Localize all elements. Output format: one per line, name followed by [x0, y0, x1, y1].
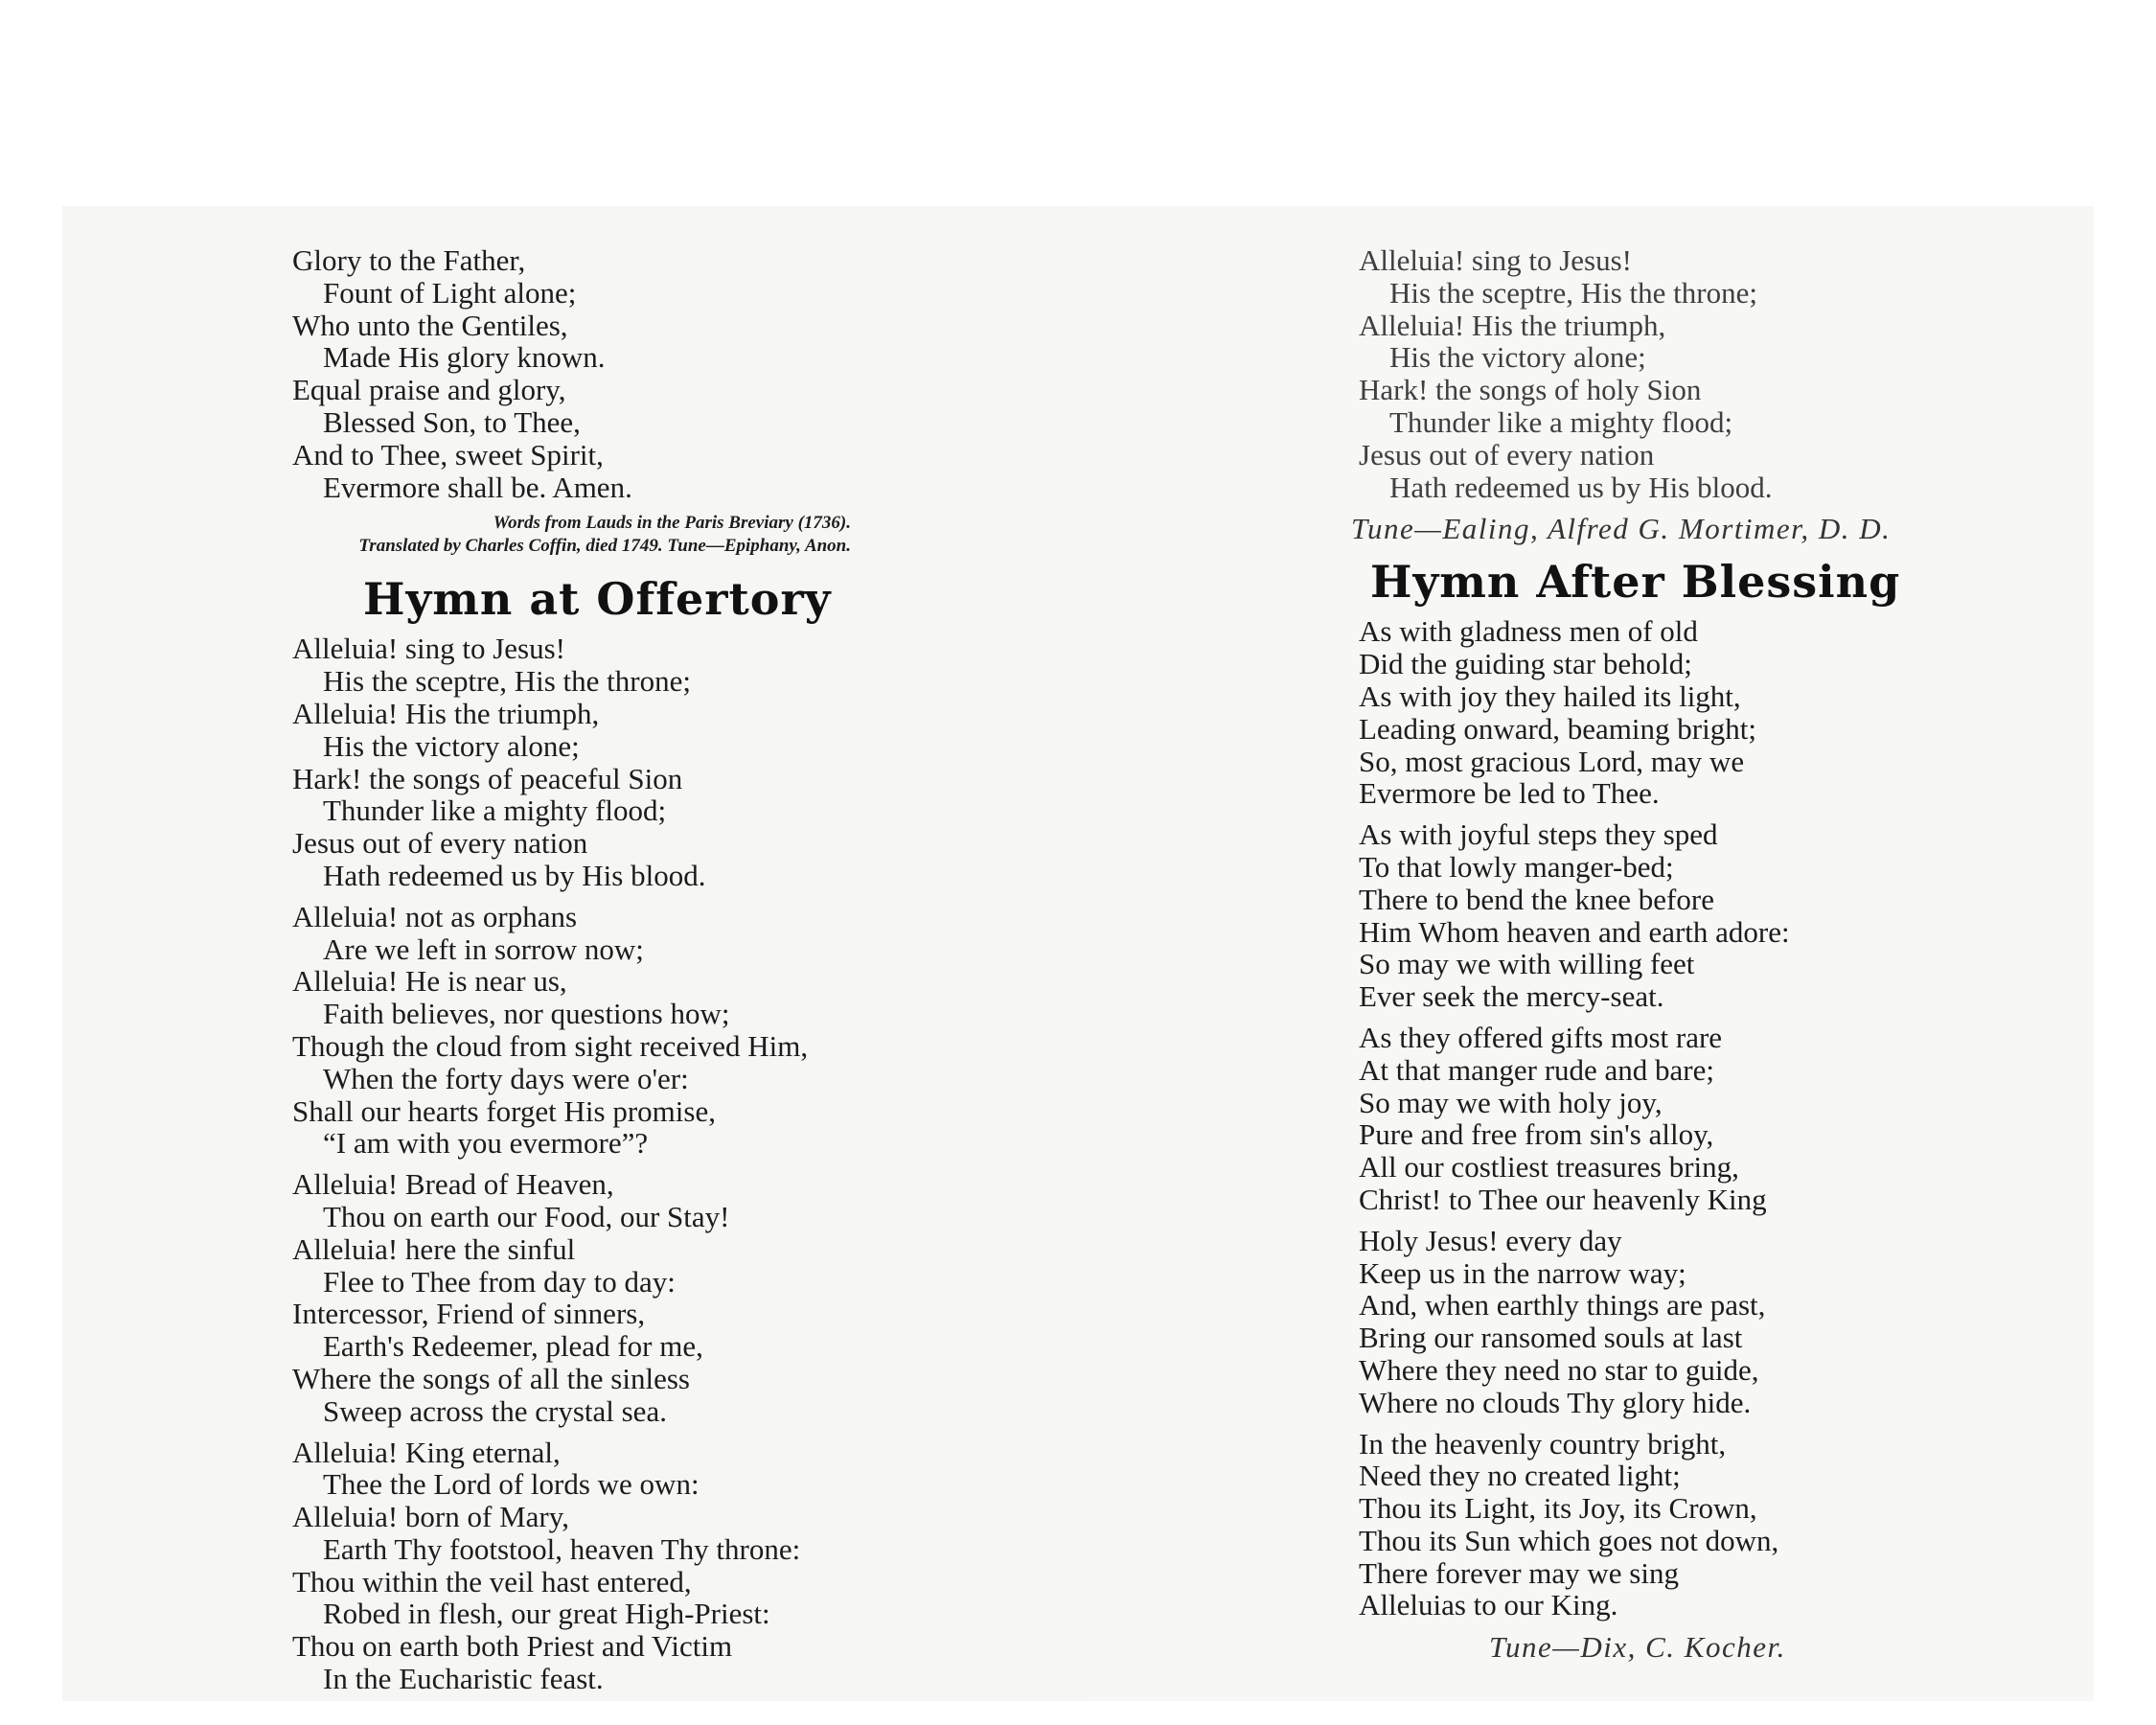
tune-credit-dix: Tune—Dix, C. Kocher. [1489, 1630, 1786, 1665]
verse-line: There to bend the knee before [1359, 882, 1714, 916]
words-credit: Words from Lauds in the Paris Breviary (1736). [493, 513, 851, 534]
verse-line: Alleluia! His the triumph, [1359, 308, 1666, 342]
tune-credit-ealing: Tune—Ealing, Alfred G. Mortimer, D. D. [1351, 512, 1892, 546]
verse-line: Thee the Lord of lords we own: [323, 1467, 700, 1502]
verse-line: And to Thee, sweet Spirit, [292, 437, 604, 472]
verse-line: Who unto the Gentiles, [292, 308, 568, 342]
verse-line: Glory to the Father, [292, 243, 526, 277]
verse-line: Alleluias to our King. [1359, 1588, 1618, 1622]
verse-line: Earth's Redeemer, plead for me, [323, 1329, 703, 1364]
verse-line: Alleluia! sing to Jesus! [1359, 243, 1632, 277]
verse-line: Hark! the songs of holy Sion [1359, 373, 1702, 407]
verse-line: Need they no created light; [1359, 1459, 1681, 1493]
verse-line: When the forty days were o'er: [323, 1061, 689, 1095]
verse-line: Did the guiding star behold; [1359, 647, 1692, 681]
verse-line: “I am with you evermore”? [323, 1126, 649, 1161]
verse-line: His the victory alone; [323, 728, 580, 763]
verse-line: So, most gracious Lord, may we [1359, 744, 1745, 778]
verse-line: Thou on earth our Food, our Stay! [323, 1199, 730, 1233]
verse-line: Keep us in the narrow way; [1359, 1255, 1686, 1290]
verse-line: Are we left in sorrow now; [323, 932, 644, 966]
verse-line: Faith believes, nor questions how; [323, 997, 730, 1031]
verse-line: Jesus out of every nation [1359, 437, 1655, 472]
verse-line: Thunder like a mighty flood; [323, 794, 667, 828]
closing-verses [292, 244, 851, 503]
verse-line: Hath redeemed us by His blood. [323, 858, 706, 892]
verse-line: Shall our hearts forget His promise, [292, 1093, 716, 1128]
verse-line: As with joy they hailed its light, [1359, 678, 1741, 713]
verse-line: Jesus out of every nation [292, 826, 588, 861]
blessing-hymn-verses [1359, 615, 1900, 1622]
verse-line: Bring our ransomed souls at last [1359, 1321, 1743, 1355]
right-column [1351, 243, 1901, 1665]
stanza [292, 1437, 851, 1695]
stanza [1359, 818, 1900, 1013]
translation-credit: Translated by Charles Coffin, died 1749. Tune—Epiphany, Anon. [358, 536, 851, 557]
stanza [1359, 615, 1900, 810]
verse-line: Flee to Thee from day to day: [323, 1264, 676, 1299]
verse-line: Alleluia! not as orphans [292, 899, 578, 933]
verse-line: So may we with willing feet [1359, 947, 1695, 981]
verse-line: Alleluia! sing to Jesus! [292, 632, 565, 666]
verse-line: Equal praise and glory, [292, 373, 566, 407]
verse-line: Made His glory known. [323, 340, 606, 375]
stanza [1359, 1428, 1900, 1622]
continued-verses [1359, 244, 1900, 503]
verse-line: As with joyful steps they sped [1359, 817, 1718, 852]
verse-line: Earth Thy footstool, heaven Thy throne: [323, 1531, 801, 1566]
verse-line: Hath redeemed us by His blood. [1389, 470, 1773, 504]
verse-line: At that manger rude and bare; [1359, 1052, 1714, 1087]
verse-line: Christ! to Thee our heavenly King [1359, 1182, 1767, 1216]
verse-line: His the sceptre, His the throne; [323, 664, 691, 699]
verse-line: In the Eucharistic feast. [323, 1662, 604, 1696]
verse-line: So may we with holy joy, [1359, 1085, 1663, 1119]
stanza [292, 244, 851, 503]
verse-line: Pure and free from sin's alloy, [1359, 1117, 1714, 1152]
stanza [1359, 1225, 1900, 1419]
verse-line: All our costliest treasures bring, [1359, 1150, 1739, 1184]
verse-line: Alleluia! His the triumph, [292, 696, 600, 730]
offertory-hymn-verses [292, 632, 851, 1695]
left-column [292, 244, 851, 1704]
verse-line: Intercessor, Friend of sinners, [292, 1297, 646, 1331]
verse-line: Robed in flesh, our great High-Priest: [323, 1597, 770, 1631]
verse-line: Blessed Son, to Thee, [323, 404, 581, 439]
verse-line: Thou its Light, its Joy, its Crown, [1359, 1491, 1757, 1526]
verse-line: Hark! the songs of peaceful Sion [292, 761, 683, 795]
verse-line: There forever may we sing [1359, 1555, 1679, 1590]
verse-line: Leading onward, beaming bright; [1359, 711, 1756, 746]
verse-line: Ever seek the mercy-seat. [1359, 979, 1664, 1014]
verse-line: Alleluia! here the sinful [292, 1231, 576, 1266]
verse-line: Thou its Sun which goes not down, [1359, 1523, 1779, 1557]
verse-line: Holy Jesus! every day [1359, 1223, 1622, 1257]
verse-line: Evermore shall be. Amen. [323, 470, 632, 504]
verse-line: His the victory alone; [1389, 340, 1646, 375]
stanza [292, 1168, 851, 1427]
stanza [1359, 244, 1900, 503]
offertory-hymn-title: Hymn at Offertory [363, 573, 832, 626]
verse-line: And, when earthly things are past, [1359, 1288, 1766, 1322]
verse-line: Him Whom heaven and earth adore: [1359, 914, 1790, 949]
blessing-hymn-title: Hymn After Blessing [1370, 556, 1901, 609]
verse-line: Alleluia! King eternal, [292, 1435, 561, 1469]
verse-line: Thou on earth both Priest and Victim [292, 1629, 733, 1664]
verse-line: Alleluia! Bread of Heaven, [292, 1167, 614, 1202]
verse-line: As they offered gifts most rare [1359, 1020, 1723, 1054]
verse-line: In the heavenly country bright, [1359, 1426, 1727, 1460]
verse-line: Alleluia! born of Mary, [292, 1500, 569, 1534]
verse-line: Thou within the veil hast entered, [292, 1564, 692, 1598]
verse-line: To that lowly manger-bed; [1359, 849, 1674, 884]
stanza [292, 901, 851, 1160]
verse-line: Evermore be led to Thee. [1359, 776, 1660, 811]
stanza [1359, 1022, 1900, 1216]
verse-line: His the sceptre, His the throne; [1389, 275, 1757, 310]
verse-line: Thunder like a mighty flood; [1389, 404, 1733, 439]
verse-line: Where no clouds Thy glory hide. [1359, 1385, 1752, 1419]
verse-line: Where the songs of all the sinless [292, 1361, 690, 1395]
verse-line: Alleluia! He is near us, [292, 964, 567, 999]
verse-line: Though the cloud from sight received Him, [292, 1028, 809, 1063]
stanza [292, 632, 851, 891]
verse-line: As with gladness men of old [1359, 614, 1698, 649]
verse-line: Sweep across the crystal sea. [323, 1393, 667, 1428]
verse-line: Where they need no star to guide, [1359, 1352, 1759, 1387]
verse-line: Fount of Light alone; [323, 275, 577, 310]
